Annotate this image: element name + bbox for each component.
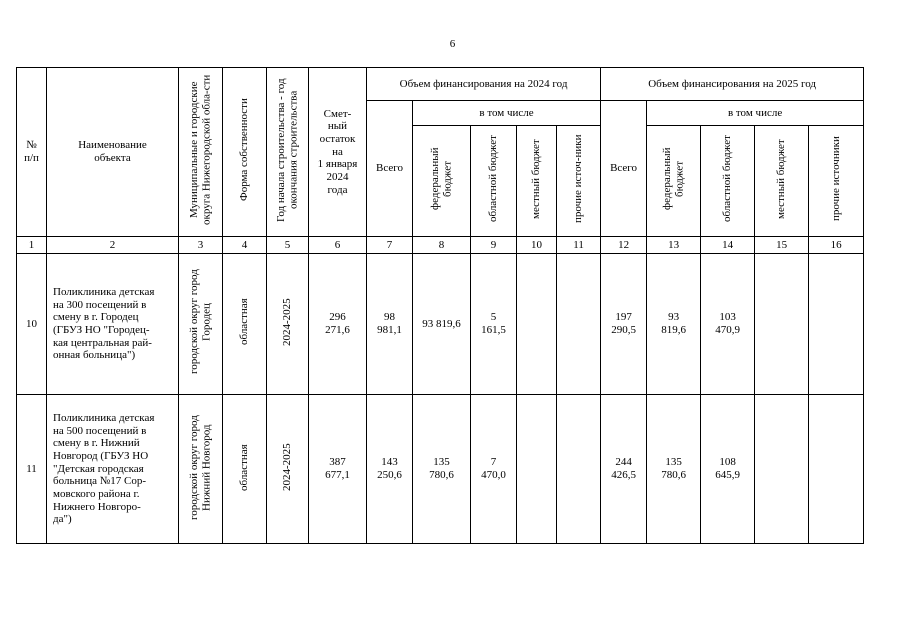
local-2025 (755, 254, 809, 395)
total-2024: 98 981,1 (367, 254, 413, 395)
header-regional-2025: областной бюджет (701, 126, 755, 237)
column-number: 15 (755, 237, 809, 254)
header-total-2025: Всего (601, 101, 647, 237)
header-regional-2024: областной бюджет (471, 126, 517, 237)
column-number-row (17, 237, 864, 254)
construction-years: 2024-2025 (267, 254, 309, 395)
header-funding-2025: Объем финансирования на 2025 год (601, 68, 864, 101)
header-other-2024: прочие источ-ники (557, 126, 601, 237)
construction-years: 2024-2025 (267, 395, 309, 544)
page-number: 6 (449, 38, 456, 50)
other-2025 (809, 395, 864, 544)
municipal-district: городской округ город Городец (179, 254, 223, 395)
municipal-district: городской округ город Нижний Новгород (179, 395, 223, 544)
column-number: 4 (223, 237, 267, 254)
column-number: 14 (701, 237, 755, 254)
header-local-2024: местный бюджет (517, 126, 557, 237)
remaining-cost: 387 677,1 (309, 395, 367, 544)
row-num: 11 (17, 395, 47, 544)
ownership-form: областная (223, 395, 267, 544)
local-2024 (517, 254, 557, 395)
table-row (17, 395, 864, 544)
column-number: 8 (413, 237, 471, 254)
column-number: 13 (647, 237, 701, 254)
header-years: Год начала строительства - год окончания строительства (267, 68, 309, 237)
column-number: 3 (179, 237, 223, 254)
total-2025: 197 290,5 (601, 254, 647, 395)
regional-2025: 108 645,9 (701, 395, 755, 544)
column-number: 7 (367, 237, 413, 254)
federal-2024: 135 780,6 (413, 395, 471, 544)
financing-table (16, 67, 864, 544)
column-number: 16 (809, 237, 864, 254)
object-name: Поликлиника детская на 500 посещений в смену в г. Нижний Новгород (ГБУЗ НО "Детская городская больница №17 Сор- мовского района г. Нижнего Новгоро- да") (47, 395, 179, 544)
header-row-1 (17, 68, 864, 101)
column-number: 1 (17, 237, 47, 254)
column-number: 12 (601, 237, 647, 254)
remaining-cost: 296 271,6 (309, 254, 367, 395)
column-number: 9 (471, 237, 517, 254)
column-number: 11 (557, 237, 601, 254)
federal-2024: 93 819,6 (413, 254, 471, 395)
ownership-form: областная (223, 254, 267, 395)
column-number: 5 (267, 237, 309, 254)
header-including-2024: в том числе (413, 101, 601, 126)
local-2025 (755, 395, 809, 544)
header-funding-2024: Объем финансирования на 2024 год (367, 68, 601, 101)
total-2024: 143 250,6 (367, 395, 413, 544)
row-num: 10 (17, 254, 47, 395)
other-2025 (809, 254, 864, 395)
header-other-2025: прочие источники (809, 126, 864, 237)
total-2025: 244 426,5 (601, 395, 647, 544)
other-2024 (557, 254, 601, 395)
regional-2024: 7 470,0 (471, 395, 517, 544)
header-name: Наименование объекта (47, 68, 179, 237)
object-name: Поликлиника детская на 300 посещений в смену в г. Городец (ГБУЗ НО "Городец- кая центральная рай- онная больница") (47, 254, 179, 395)
header-federal-2024: федеральный бюджет (413, 126, 471, 237)
column-number: 6 (309, 237, 367, 254)
header-num: № п/п (17, 68, 47, 237)
header-ownership: Форма собственности (223, 68, 267, 237)
header-total-2024: Всего (367, 101, 413, 237)
header-remaining: Смет- ный остаток на 1 января 2024 года (309, 68, 367, 237)
local-2024 (517, 395, 557, 544)
regional-2025: 103 470,9 (701, 254, 755, 395)
header-federal-2025: федеральный бюджет (647, 126, 701, 237)
other-2024 (557, 395, 601, 544)
header-local-2025: местный бюджет (755, 126, 809, 237)
federal-2025: 135 780,6 (647, 395, 701, 544)
table-row (17, 254, 864, 395)
header-including-2025: в том числе (647, 101, 864, 126)
column-number: 2 (47, 237, 179, 254)
header-municipal: Муниципальные и городские округа Нижегородской обла-сти (179, 68, 223, 237)
regional-2024: 5 161,5 (471, 254, 517, 395)
federal-2025: 93 819,6 (647, 254, 701, 395)
column-number: 10 (517, 237, 557, 254)
